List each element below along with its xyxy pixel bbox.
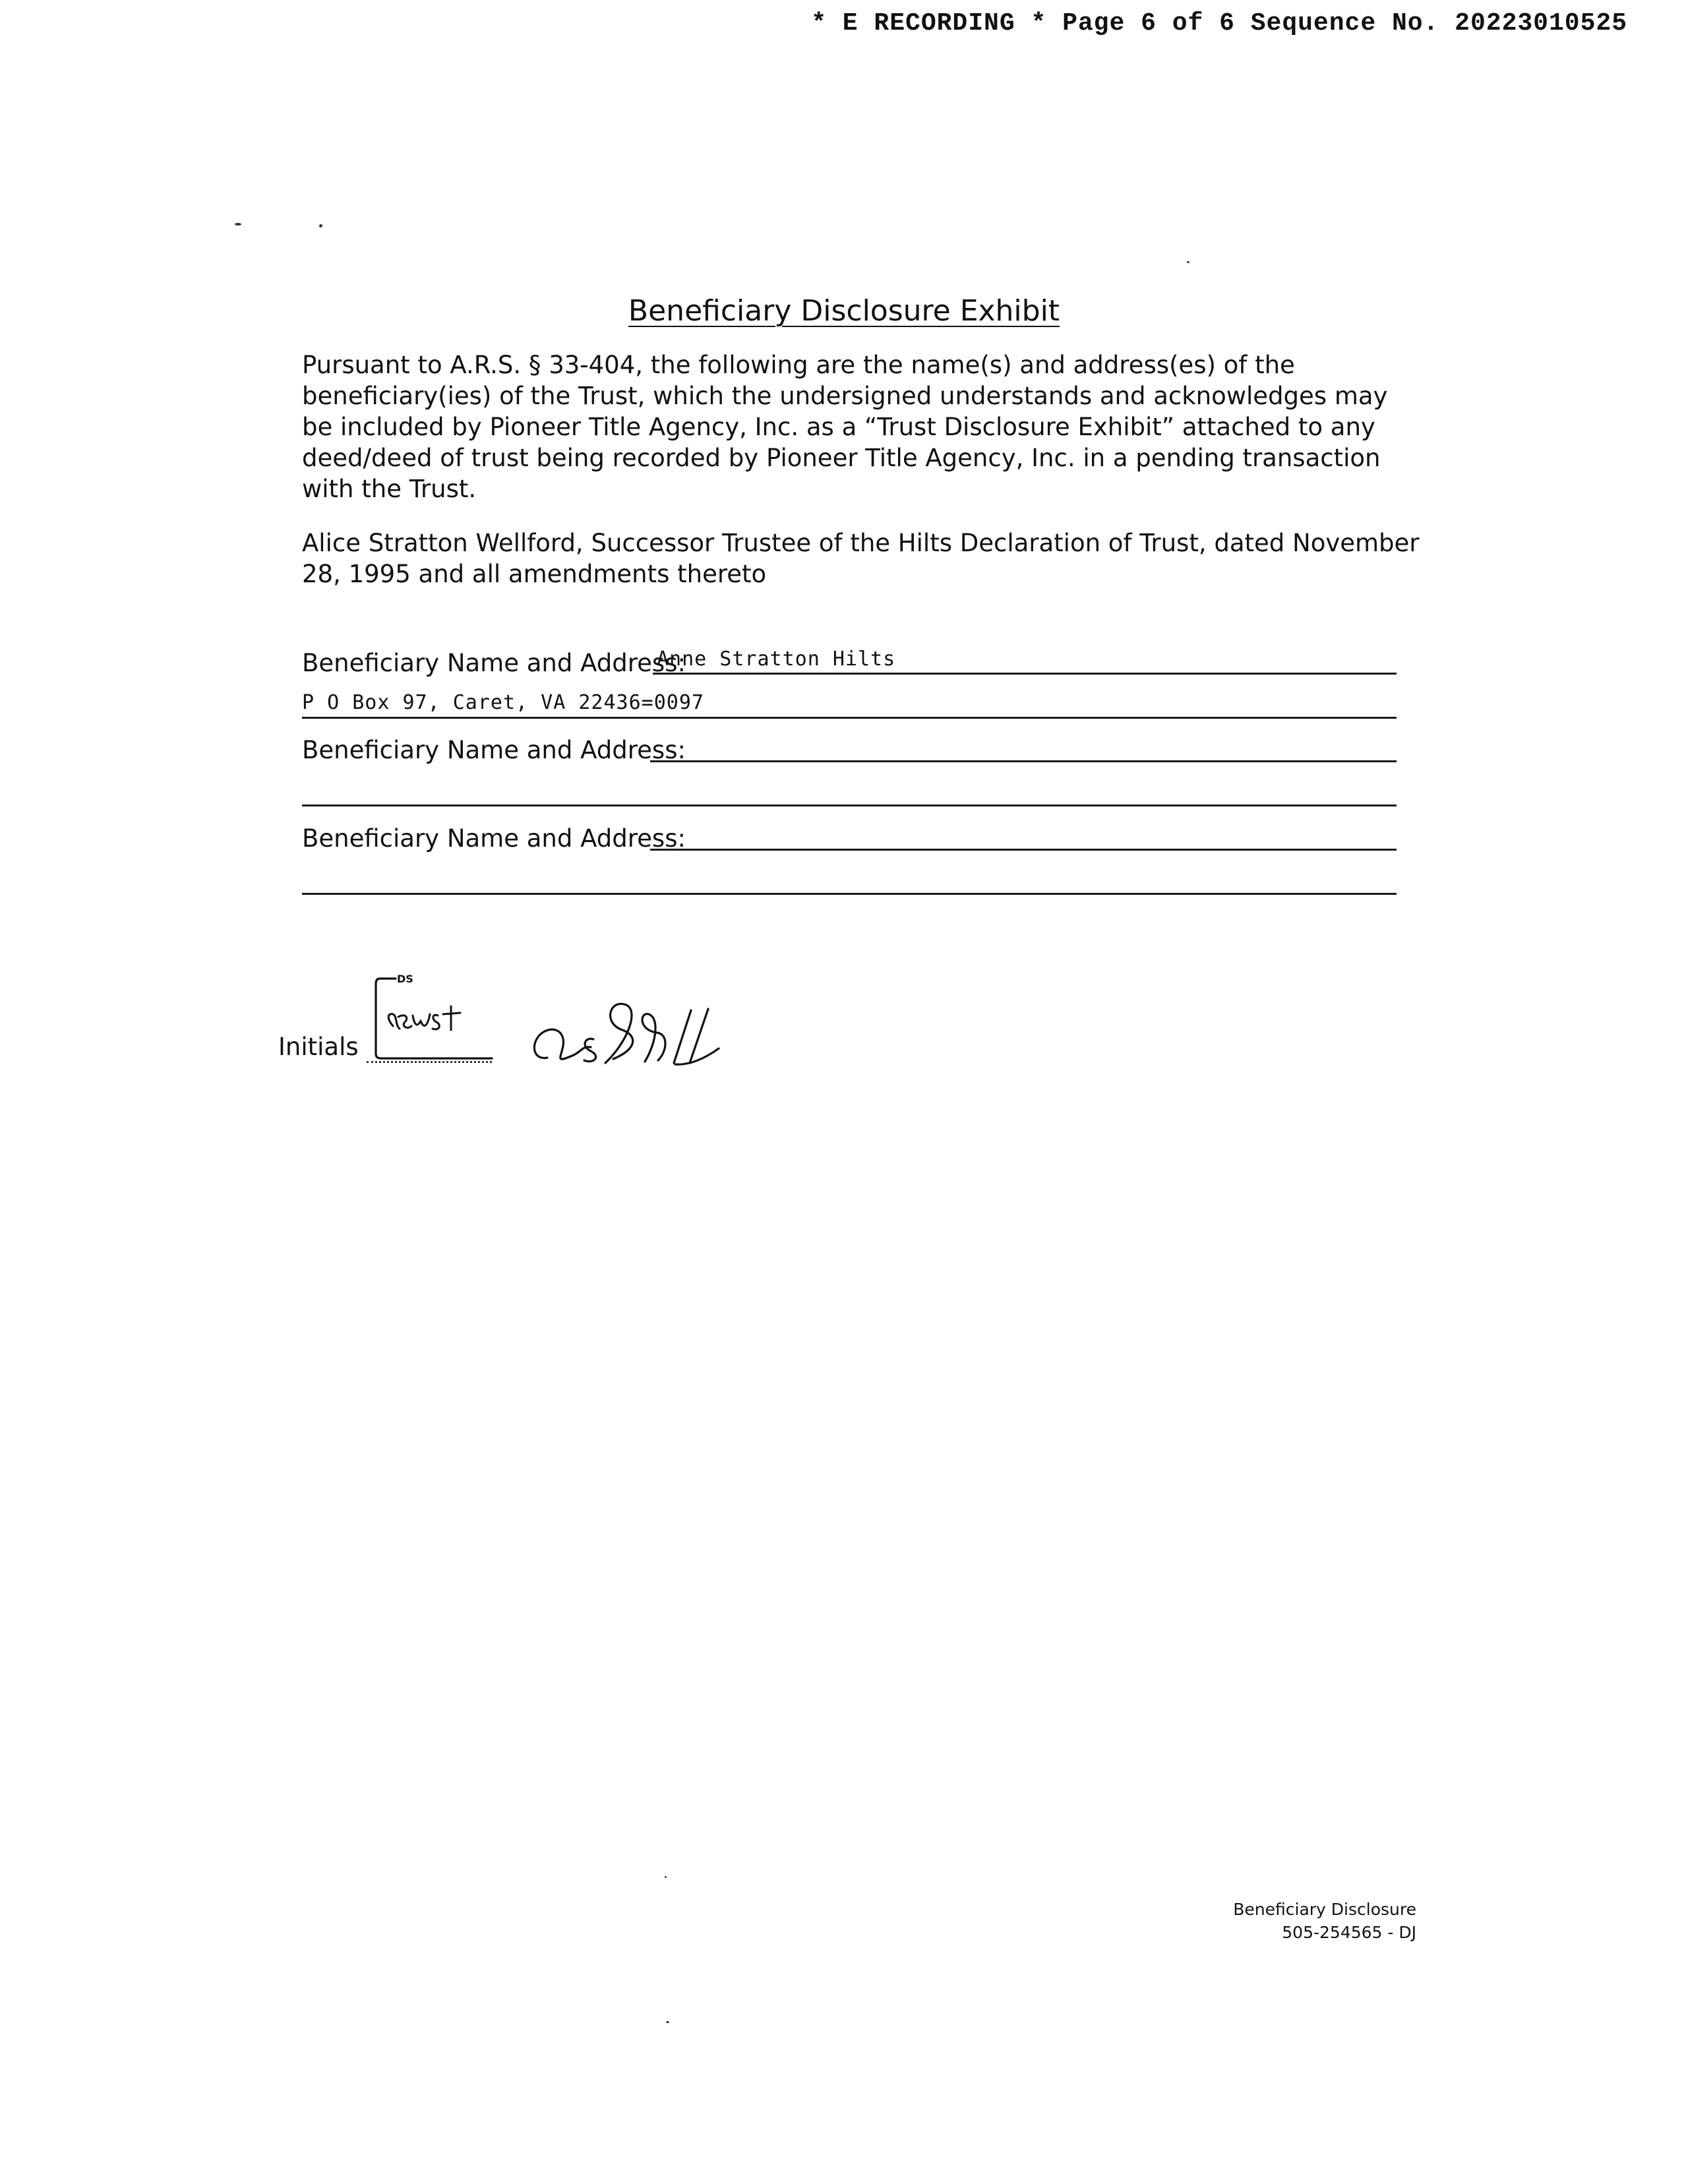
beneficiary-3-address-line bbox=[302, 893, 1397, 895]
footer-block bbox=[1233, 1898, 1416, 1944]
beneficiary-2-name-line bbox=[650, 760, 1397, 762]
docusign-initials-stamp bbox=[369, 969, 501, 1068]
beneficiary-1-address: P O Box 97, Caret, VA 22436=0097 bbox=[302, 691, 704, 714]
beneficiary-3-name-line bbox=[650, 849, 1397, 851]
scan-speck bbox=[665, 1876, 667, 1878]
beneficiary-2-label: Beneficiary Name and Address: bbox=[302, 736, 686, 764]
initials-box-handwriting bbox=[388, 1006, 460, 1030]
scan-speck bbox=[1187, 261, 1190, 263]
scan-speck bbox=[666, 2021, 669, 2023]
footer-line-1: Beneficiary Disclosure bbox=[1233, 1900, 1416, 1919]
document-title: Beneficiary Disclosure Exhibit bbox=[628, 294, 1060, 328]
beneficiary-1-address-line bbox=[302, 717, 1397, 719]
docusign-tag: DS bbox=[397, 973, 413, 985]
beneficiary-3-label: Beneficiary Name and Address: bbox=[302, 824, 686, 853]
beneficiary-1-name-line bbox=[653, 673, 1397, 675]
footer-line-2: 505-254565 - DJ bbox=[1282, 1923, 1416, 1942]
signature-stroke bbox=[534, 1004, 719, 1064]
trustee-paragraph: Alice Stratton Wellford, Successor Trustee of the Hilts Declaration of Trust, dated November 28, 1995 and all amendments thereto bbox=[302, 529, 1420, 588]
initials-label: Initials bbox=[278, 1033, 359, 1061]
intro-paragraph: Pursuant to A.R.S. § 33-404, the following are the name(s) and address(es) of the beneficiary(ies) of the Trust, which the undersigned understands and acknowledges may be included by Pioneer Title Agency, Inc. as a “Trust Disclosure Exhibit” attached to any deed/deed of trust being recorded by Pioneer Title Agency, Inc. in a pending transaction with the Trust. bbox=[302, 351, 1388, 503]
beneficiary-1-label: Beneficiary Name and Address: bbox=[302, 649, 686, 677]
handwritten-signature bbox=[528, 983, 725, 1075]
scan-speck bbox=[235, 223, 241, 226]
beneficiary-2-address-line bbox=[302, 804, 1397, 806]
beneficiary-1-name: Anne Stratton Hilts bbox=[657, 648, 896, 671]
scan-speck bbox=[319, 224, 322, 228]
recording-header: * E RECORDING * Page 6 of 6 Sequence No. 20223010525 bbox=[811, 9, 1627, 38]
